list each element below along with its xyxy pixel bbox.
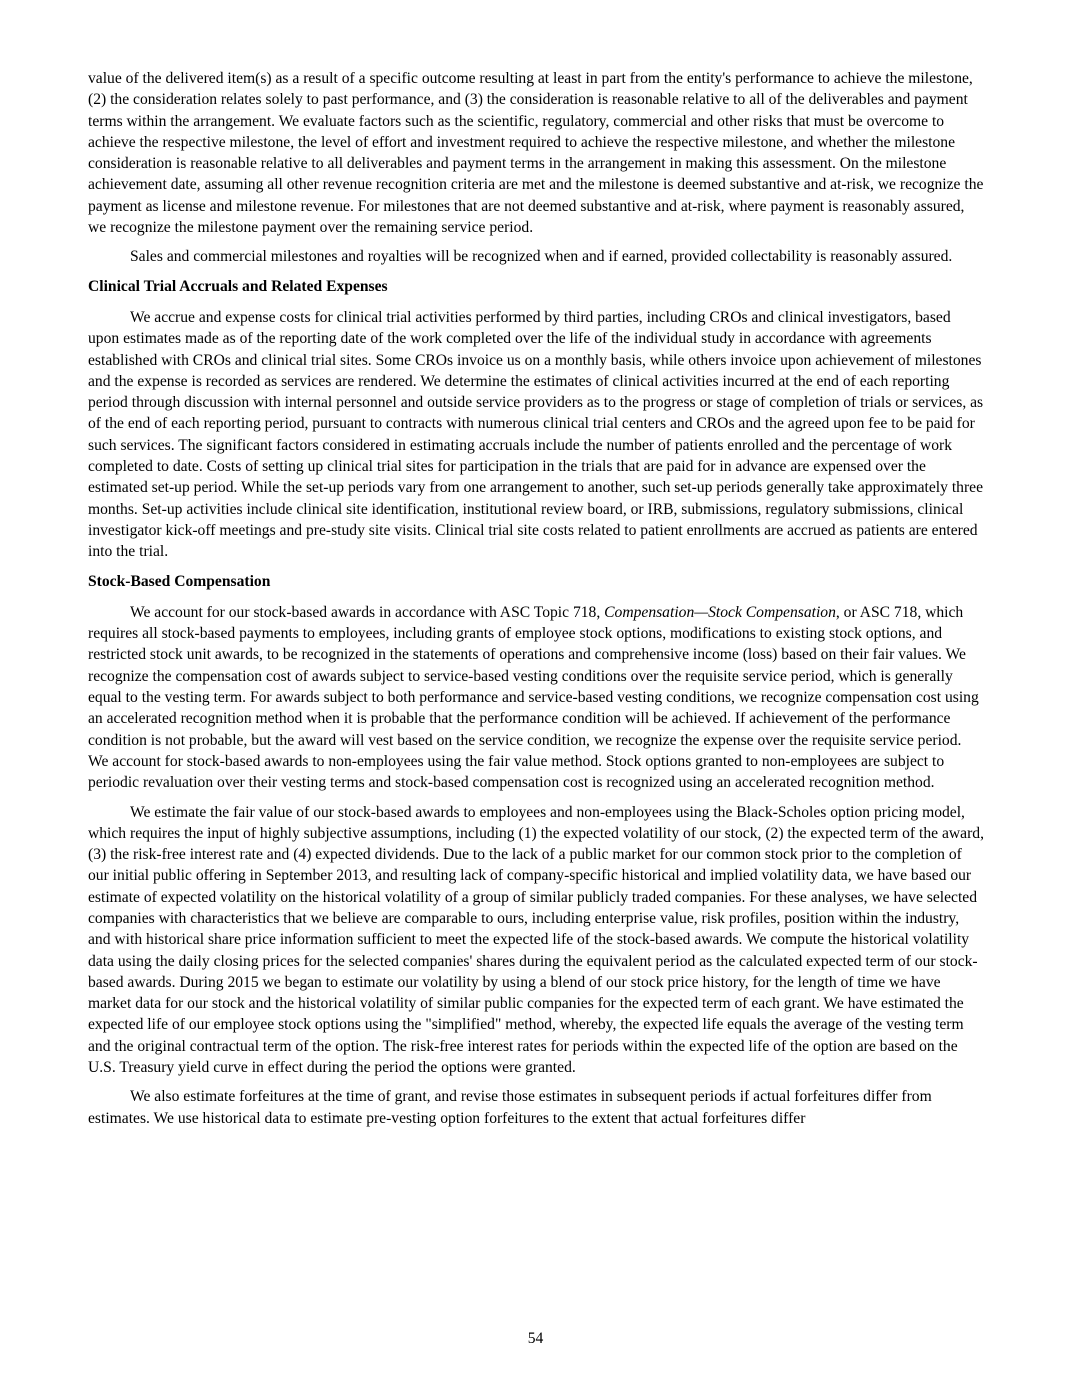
- document-page: [88, 68, 984, 1137]
- paragraph-sales-milestones: Sales and commercial milestones and royalties will be recognized when and if earned, provided collectability is reasonably assured.: [130, 248, 953, 266]
- page-number: 54: [527, 1330, 544, 1347]
- heading-clinical-trial-accruals: Clinical Trial Accruals and Related Expenses: [88, 277, 388, 295]
- paragraph-asc-718: [88, 602, 984, 794]
- paragraph-clinical-trial-accruals: We accrue and expense costs for clinical trial activities performed by third parties, including CROs and clinical investigators, based upon estimates made as of the reporting date of the work completed over the life of the individual study in accordance with agreements established with CROs and clinical trial sites. Some CROs invoice us on a monthly basis, while others invoice upon achievement of milestones and the expense is recorded as services are rendered. We determine the estimates of clinical activities incurred at the end of each reporting period through discussion with internal personnel and outside service providers as to the progress or stage of completion of trials or services, as of the end of each reporting period, pursuant to contracts with numerous clinical trial centers and CROs and the agreed upon fee to be paid for such services. The significant factors considered in estimating accruals include the number of patients enrolled and the percentage of work completed to date. Costs of setting up clinical trial sites for participation in the trials that are paid for in advance are expensed over the estimated set-up period. While the set-up periods vary from one arrangement to another, such set-up periods generally take approximately three months. Set-up activities include clinical site identification, institutional review board, or IRB, submissions, regulatory submissions, clinical investigator kick-off meetings and pre-study site visits. Clinical trial site costs related to patient enrollments are accrued as patients are entered into the trial.: [88, 308, 984, 561]
- paragraph-black-scholes: We estimate the fair value of our stock-based awards to employees and non-employees using the Black-Scholes option pricing model, which requires the input of highly subjective assumptions, including (1) the expected volatility of our stock, (2) the expected term of the award, (3) the risk-free interest rate and (4) expected dividends. Due to the lack of a public market for our common stock prior to the completion of our initial public offering in September 2013, and resulting lack of company-specific historical and implied volatility data, we have based our estimate of expected volatility on the historical volatility of a group of similar publicly traded companies. For these analyses, we have selected companies with characteristics that we believe are comparable to ours, including enterprise value, risk profiles, position within the industry, and with historical share price information sufficient to meet the expected life of the stock-based awards. We compute the historical volatility data using the daily closing prices for the selected companies' shares during the equivalent period as the calculated expected term of our stock-based awards. During 2015 we began to estimate our volatility by using a blend of our stock price history, for the length of time we have market data for our stock and the historical volatility of similar public companies for the expected term of each grant. We have estimated the expected life of our employee stock options using the "simplified" method, whereby, the expected life equals the average of the vesting term and the original contractual term of the option. The risk-free interest rates for periods within the expected life of the option are based on the U.S. Treasury yield curve in effect during the period the options were granted.: [88, 803, 984, 1077]
- heading-stock-based-compensation: Stock-Based Compensation: [88, 572, 271, 590]
- asc-718-text-start: We account for our stock-based awards in accordance with ASC Topic 718,: [130, 603, 605, 621]
- paragraph-forfeitures: We also estimate forfeitures at the time of grant, and revise those estimates in subsequent periods if actual forfeitures differ from estimates. We use historical data to estimate pre-vesting option forfeitures to the extent that actual forfeitures differ: [88, 1088, 932, 1127]
- asc-718-text-rest: , or ASC 718, which requires all stock-based payments to employees, including grants of employee stock options, modifications to existing stock options, and restricted stock unit awards, to be recognized in the statements of operations and comprehensive income (loss) based on their fair values. We recognize the compensation cost of awards subject to service-based vesting conditions over the requisite service period, which is generally equal to the vesting term. For awards subject to both performance and service-based vesting conditions, we recognize compensation cost using an accelerated recognition method when it is probable that the performance condition will be achieved. If achievement of the performance condition is not probable, but the award will vest based on the service condition, we recognize the expense over the requisite service period. We account for stock-based awards to non-employees using the fair value method. Stock options granted to non-employees are subject to periodic revaluation over their vesting terms and stock-based compensation cost is recognized using an accelerated recognition method.: [88, 603, 979, 792]
- paragraph-milestone-consideration: value of the delivered item(s) as a result of a specific outcome resulting at least in part from the entity's performance to achieve the milestone, (2) the consideration relates solely to past performance, and (3) the consideration is reasonable relative to all of the deliverables and payment terms within the arrangement. We evaluate factors such as the scientific, regulatory, commercial and other risks that must be overcome to achieve the respective milestone, the level of effort and investment required to achieve the respective milestone, and whether the milestone consideration is reasonable relative to all deliverables and payment terms in the arrangement in making this assessment. On the milestone achievement date, assuming all other revenue recognition criteria are met and the milestone is deemed substantive and at-risk, we recognize the payment as license and milestone revenue. For milestones that are not deemed substantive and at-risk, where payment is reasonably assured, we recognize the milestone payment over the remaining service period.: [88, 70, 984, 237]
- asc-718-topic-title: Compensation—Stock Compensation: [604, 603, 836, 621]
